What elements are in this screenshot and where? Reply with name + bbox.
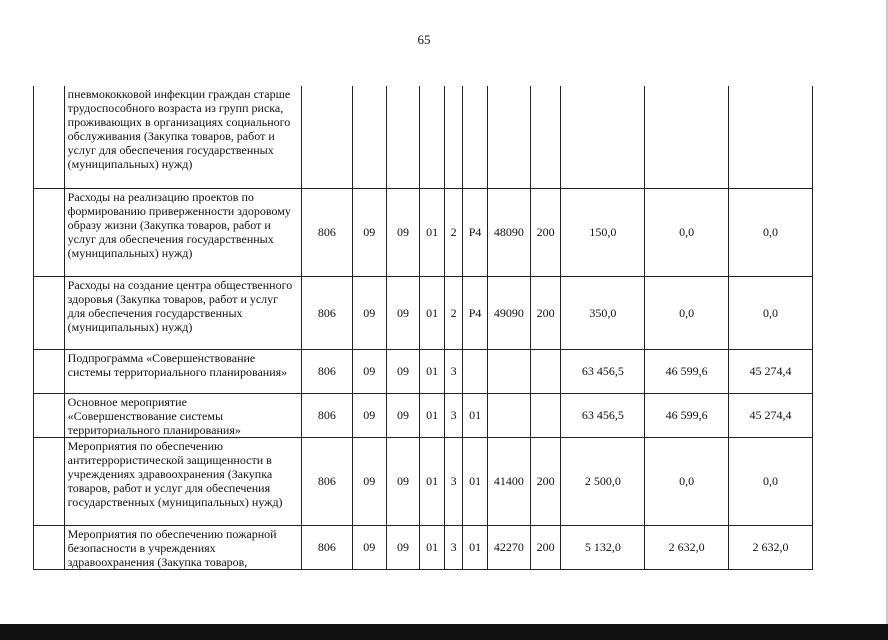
budget-table [33,86,813,570]
table-row [34,525,813,569]
value-year-2: 46 599,6 [645,349,729,393]
section-code: 09 [352,393,386,437]
blank-cell [34,525,65,569]
value-year-3 [729,86,813,188]
table-row [34,393,813,437]
value-year-1 [561,86,645,188]
program-code: 01 [420,393,445,437]
program-code [420,86,445,188]
ministry-code: 806 [301,349,352,393]
value-year-3: 45 274,4 [729,393,813,437]
program-code: 01 [420,188,445,276]
section-code: 09 [352,437,386,525]
table-row [34,349,813,393]
ministry-code [301,86,352,188]
subprogram-code: 3 [444,349,462,393]
direction-code [487,349,530,393]
main-event-code: 01 [463,393,488,437]
row-name: Мероприятия по обеспечению пожарной безопасности в учреждениях здравоохранения (Закупка товаров, [64,525,301,569]
blank-cell [34,188,65,276]
expense-type-code [530,393,561,437]
value-year-3: 0,0 [729,188,813,276]
main-event-code: P4 [463,276,488,349]
subprogram-code [444,86,462,188]
subprogram-code: 2 [444,276,462,349]
section-code: 09 [352,349,386,393]
value-year-3: 0,0 [729,276,813,349]
value-year-2: 0,0 [645,188,729,276]
program-code: 01 [420,349,445,393]
ministry-code: 806 [301,437,352,525]
table-row [34,86,813,188]
subsection-code: 09 [386,393,420,437]
page-number: 65 [417,32,431,47]
direction-code: 48090 [487,188,530,276]
program-code: 01 [420,276,445,349]
value-year-2 [645,86,729,188]
scan-bottom-bar [0,624,888,640]
main-event-code: 01 [463,525,488,569]
subsection-code: 09 [386,188,420,276]
value-year-3: 2 632,0 [729,525,813,569]
table-row [34,437,813,525]
value-year-1: 2 500,0 [561,437,645,525]
direction-code [487,86,530,188]
blank-cell [34,393,65,437]
subsection-code: 09 [386,437,420,525]
section-code: 09 [352,276,386,349]
row-name: Подпрограмма «Совершенствование системы территориального планирования» [64,349,301,393]
section-code: 09 [352,188,386,276]
direction-code: 42270 [487,525,530,569]
row-name: Расходы на создание центра общественного здоровья (Закупка товаров, работ и услуг для обеспечения государственных (муниципальных) нужд) [64,276,301,349]
ministry-code: 806 [301,276,352,349]
subsection-code: 09 [386,276,420,349]
expense-type-code: 200 [530,188,561,276]
row-name: Основное мероприятие «Совершенствование системы территориального планирования» [64,393,301,437]
ministry-code: 806 [301,525,352,569]
value-year-2: 0,0 [645,437,729,525]
program-code: 01 [420,437,445,525]
ministry-code: 806 [301,188,352,276]
blank-cell [34,276,65,349]
value-year-3: 0,0 [729,437,813,525]
subsection-code: 09 [386,349,420,393]
subprogram-code: 2 [444,188,462,276]
direction-code: 41400 [487,437,530,525]
table-row [34,188,813,276]
value-year-2: 2 632,0 [645,525,729,569]
blank-cell [34,86,65,188]
expense-type-code: 200 [530,525,561,569]
main-event-code [463,86,488,188]
expense-type-code: 200 [530,437,561,525]
value-year-3: 45 274,4 [729,349,813,393]
direction-code: 49090 [487,276,530,349]
subprogram-code: 3 [444,525,462,569]
row-name: Мероприятия по обеспечению антитеррористической защищенности в учреждениях здравоохранения (Закупка товаров, работ и услуг для обеспечения государственных (муниципальных) нужд) [64,437,301,525]
value-year-1: 63 456,5 [561,349,645,393]
main-event-code [463,349,488,393]
expense-type-code [530,349,561,393]
row-name: пневмококковой инфекции граждан старше трудоспособного возраста из групп риска, проживающих в организациях социального обслуживания (Закупка товаров, работ и услуг для обеспечения государственных (муниципальных) нужд) [64,86,301,188]
value-year-1: 150,0 [561,188,645,276]
subprogram-code: 3 [444,437,462,525]
direction-code [487,393,530,437]
subprogram-code: 3 [444,393,462,437]
program-code: 01 [420,525,445,569]
main-event-code: P4 [463,188,488,276]
expense-type-code: 200 [530,276,561,349]
subsection-code: 09 [386,525,420,569]
value-year-2: 46 599,6 [645,393,729,437]
row-name: Расходы на реализацию проектов по формированию приверженности здоровому образу жизни (Закупка товаров, работ и услуг для обеспечения государственных (муниципальных) нужд) [64,188,301,276]
expense-type-code [530,86,561,188]
value-year-1: 5 132,0 [561,525,645,569]
main-event-code: 01 [463,437,488,525]
section-code [352,86,386,188]
blank-cell [34,437,65,525]
blank-cell [34,349,65,393]
value-year-1: 350,0 [561,276,645,349]
ministry-code: 806 [301,393,352,437]
section-code: 09 [352,525,386,569]
value-year-2: 0,0 [645,276,729,349]
value-year-1: 63 456,5 [561,393,645,437]
table-row [34,276,813,349]
subsection-code [386,86,420,188]
